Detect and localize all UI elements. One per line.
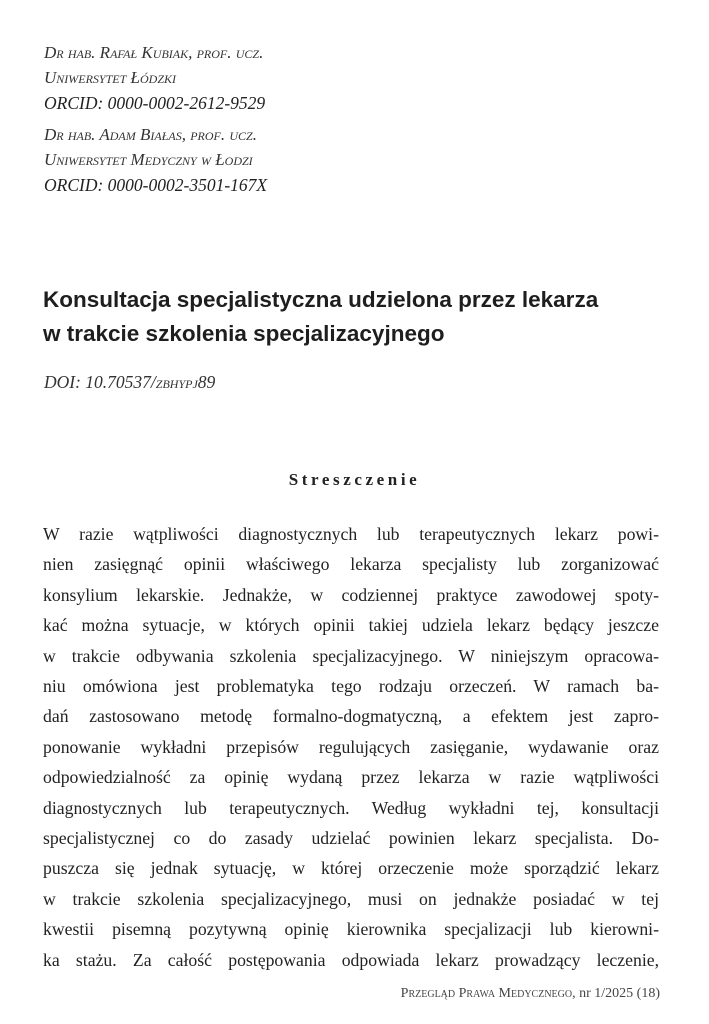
author-name: Dr hab. Rafał Kubiak, prof. ucz.	[44, 43, 264, 62]
title-line: w trakcie szkolenia specjalizacyjnego	[43, 321, 445, 346]
abstract-line: kwestii pisemną pozytywną opinię kierownika specjalizacji lub kierowni-	[43, 919, 659, 940]
abstract-line: w trakcie odbywania szkolenia specjalizacyjnego. W niniejszym opracowa-	[43, 645, 659, 666]
author-name: Dr hab. Adam Białas, prof. ucz.	[44, 125, 257, 144]
journal-name: Przegląd Prawa Medycznego	[400, 986, 573, 1001]
doi-suffix: zbhypj89	[155, 372, 216, 392]
abstract-line: diagnostycznych lub terapeutycznych. Według wykładni tej, konsultacji	[43, 797, 659, 818]
author-orcid: ORCID: 0000-0002-2612-9529	[44, 93, 266, 113]
abstract-heading: Streszczenie	[288, 470, 421, 489]
abstract-line: specjalistycznej co do zasady udzielać powinien lekarz specjalista. Do-	[43, 828, 659, 849]
abstract-line: kać można sytuacje, w których opinii takiej udziela lekarz będący jeszcze	[43, 615, 659, 636]
author-list	[44, 40, 664, 204]
abstract-line: odpowiedzialność za opinię wydaną przez lekarza w razie wątpliwości	[43, 767, 659, 788]
author-orcid: ORCID: 0000-0002-3501-167X	[44, 175, 268, 195]
abstract-line: niu omówiona jest problematyka tego rodzaju orzeczeń. W ramach ba-	[43, 676, 659, 697]
abstract-line: w trakcie szkolenia specjalizacyjnego, musi on jednakże posiadać w tej	[43, 888, 659, 909]
author-affiliation: Uniwersytet Łódzki	[44, 68, 176, 87]
abstract-line: ka stażu. Za całość postępowania odpowiada lekarz prowadzący leczenie,	[43, 949, 659, 970]
article-title	[43, 283, 683, 351]
abstract-line: puszcza się jednak sytuację, w której orzeczenie może sporządzić lekarz	[43, 858, 659, 879]
doi-prefix: DOI: 10.70537/	[44, 372, 156, 392]
abstract-line: konsylium lekarskie. Jednakże, w codziennej praktyce zawodowej spoty-	[43, 584, 659, 605]
journal-issue: , nr 1/2025 (18)	[572, 986, 660, 1001]
abstract-line: ponowanie wykładni przepisów regulujących zasięganie, wydawanie oraz	[43, 736, 659, 757]
abstract-line: W razie wątpliwości diagnostycznych lub terapeutycznych lekarz powi-	[43, 524, 659, 544]
author-affiliation: Uniwersytet Medyczny w Łodzi	[44, 150, 253, 169]
abstract-line: dań zastosowano metodę formalno-dogmatyczną, a efektem jest zapro-	[43, 706, 659, 727]
title-line: Konsultacja specjalistyczna udzielona przez lekarza	[43, 287, 599, 312]
author-block	[44, 40, 664, 116]
page-footer	[401, 986, 660, 1002]
author-block	[44, 122, 664, 198]
doi	[44, 372, 215, 393]
abstract-body	[43, 519, 659, 975]
abstract-line: nien zasięgnąć opinii właściwego lekarza specjalisty lub zorganizować	[43, 554, 659, 575]
